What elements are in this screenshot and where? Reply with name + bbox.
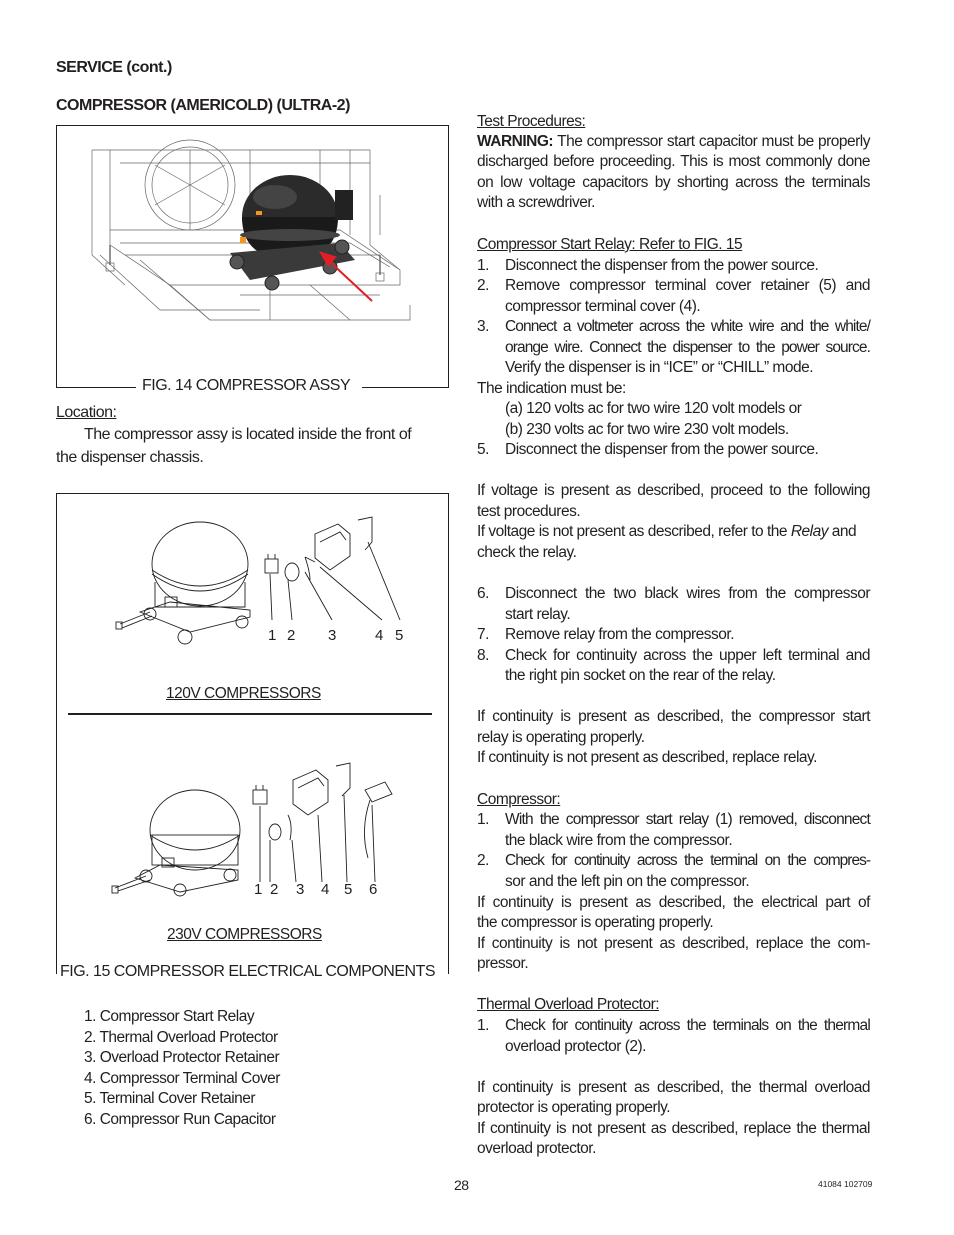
- fig15-caption: FIG. 15 COMPRESSOR ELECTRICAL COMPONENTS: [60, 962, 437, 983]
- parts-list-item-5: 5. Terminal Cover Retainer: [84, 1090, 256, 1107]
- fig15-120-num-5: 5: [395, 627, 404, 644]
- step-3-number: 3.: [477, 318, 489, 335]
- test-procedures-heading: Test Procedures:: [477, 113, 586, 130]
- indication-a: (a) 120 volts ac for two wire 120 volt models or: [505, 400, 802, 417]
- subsection-title: COMPRESSOR (AMERICOLD) (ULTRA-2): [56, 97, 350, 114]
- fig15-230-num-1: 1: [254, 881, 263, 898]
- fig15-label-120v: 120V COMPRESSORS: [166, 685, 321, 702]
- fig15-230-num-4: 4: [321, 881, 330, 898]
- step-1-number: 1.: [477, 257, 489, 274]
- step-6-text-2: start relay.: [505, 606, 571, 623]
- warning-text-1: The compressor start capacitor must be properly: [557, 133, 870, 150]
- warning-line-1: [477, 132, 870, 153]
- step-8-text-1: Check for continuity across the upper left terminal and: [505, 647, 870, 664]
- step-7-number: 7.: [477, 626, 489, 643]
- indication-text: The indication must be:: [477, 380, 626, 397]
- step-5-number: 5.: [477, 441, 489, 458]
- fig15-230-num-2: 2: [270, 881, 279, 898]
- voltage-not-present-text: If voltage is not present as described, refer to the: [477, 523, 788, 540]
- indication-b: (b) 230 volts ac for two wire 230 volt models.: [505, 421, 789, 438]
- compressor-replace-2: pressor.: [477, 955, 529, 972]
- compressor-replace-1: If continuity is not present as described, replace the com-: [477, 935, 870, 952]
- thermal-ok-1: If continuity is present as described, the thermal overload: [477, 1079, 870, 1096]
- relay-reference: Relay: [790, 523, 828, 540]
- step-3-text-2: orange wire. Connect the dispenser to the power source.: [505, 339, 870, 356]
- page-number: 28: [454, 1177, 469, 1193]
- relay-heading: Compressor Start Relay: Refer to FIG. 15: [477, 236, 743, 253]
- thermal-heading: Thermal Overload Protector:: [477, 996, 660, 1013]
- fig15-230-num-6: 6: [369, 881, 378, 898]
- warning-label: WARNING:: [477, 133, 554, 150]
- thermal-replace-2: overload protector.: [477, 1140, 596, 1157]
- step-3-text-3: Verify the dispenser is in “ICE” or “CHILL” mode.: [505, 359, 814, 376]
- parts-list-item-3: 3. Overload Protector Retainer: [84, 1049, 280, 1066]
- fig14-bottom-rule-left: [56, 387, 136, 388]
- step-5-text: Disconnect the dispenser from the power source.: [505, 441, 819, 458]
- step-7-text: Remove relay from the compressor.: [505, 626, 735, 643]
- thermal-replace-1: If continuity is not present as described, replace the thermal: [477, 1120, 870, 1137]
- location-heading: Location:: [56, 404, 117, 421]
- voltage-present-2: test procedures.: [477, 503, 581, 520]
- fig15-120v-illustration: [110, 512, 420, 657]
- comp-step-2-text-1: Check for continuity across the terminal on the compres-: [505, 852, 870, 869]
- fig15-230v-illustration: [110, 760, 420, 895]
- voltage-not-present-1: [477, 522, 856, 543]
- thermal-step-1-text-1: Check for continuity across the terminals on the thermal: [505, 1017, 870, 1034]
- fig15-230-num-5: 5: [344, 881, 353, 898]
- parts-list-item-4: 4. Compressor Terminal Cover: [84, 1070, 280, 1087]
- step-3-text-1: Connect a voltmeter across the white wire and the white/: [505, 318, 870, 335]
- fig15-120-num-4: 4: [375, 627, 384, 644]
- voltage-present-1: If voltage is present as described, proceed to the following: [477, 482, 870, 499]
- relay-ok-1: If continuity is present as described, the compressor start: [477, 708, 870, 725]
- comp-step-1-text-2: the black wire from the compressor.: [505, 832, 733, 849]
- fig15-120-num-2: 2: [287, 627, 296, 644]
- step-2-number: 2.: [477, 277, 489, 294]
- doc-code: 41084 102709: [818, 1179, 873, 1189]
- relay-replace: If continuity is not present as described, replace relay.: [477, 749, 817, 766]
- step-6-number: 6.: [477, 585, 489, 602]
- thermal-ok-2: protector is operating properly.: [477, 1099, 671, 1116]
- step-2-text-2: compressor terminal cover (4).: [505, 298, 701, 315]
- compressor-heading: Compressor:: [477, 791, 561, 808]
- step-2-text-1: Remove compressor terminal cover retainer (5) and: [505, 277, 870, 294]
- location-text-1: The compressor assy is located inside the front of: [84, 426, 412, 443]
- step-8-number: 8.: [477, 647, 489, 664]
- warning-line-3: on low voltage capacitors by shorting across the terminals: [477, 174, 870, 191]
- comp-step-2-text-2: sor and the left pin on the compressor.: [505, 873, 750, 890]
- parts-list-item-1: 1. Compressor Start Relay: [84, 1008, 255, 1025]
- voltage-not-present-and: and: [831, 523, 857, 540]
- parts-list-item-6: 6. Compressor Run Capacitor: [84, 1111, 276, 1128]
- warning-line-4: with a screwdriver.: [477, 194, 595, 211]
- step-6-text-1: Disconnect the two black wires from the compressor: [505, 585, 870, 602]
- location-text-2: the dispenser chassis.: [56, 449, 204, 466]
- step-8-text-2: the right pin socket on the rear of the relay.: [505, 667, 776, 684]
- fig15-230-num-3: 3: [296, 881, 305, 898]
- fig15-divider: [68, 713, 432, 715]
- compressor-ok-2: the compressor is operating properly.: [477, 914, 714, 931]
- thermal-step-1-number: 1.: [477, 1017, 489, 1034]
- fig15-120-num-3: 3: [328, 627, 337, 644]
- relay-ok-2: relay is operating properly.: [477, 729, 645, 746]
- fig14-bottom-rule-right: [362, 387, 449, 388]
- fig14-caption: FIG. 14 COMPRESSOR ASSY: [142, 377, 351, 394]
- comp-step-1-text-1: With the compressor start relay (1) removed, disconnect: [505, 811, 870, 828]
- fig15-120-num-1: 1: [268, 627, 277, 644]
- section-title: SERVICE (cont.): [56, 59, 172, 76]
- comp-step-2-number: 2.: [477, 852, 489, 869]
- warning-line-2: discharged before proceeding. This is most commonly done: [477, 153, 870, 170]
- fig15-label-230v: 230V COMPRESSORS: [167, 926, 322, 943]
- parts-list-item-2: 2. Thermal Overload Protector: [84, 1029, 278, 1046]
- fig14-compressor-illustration: [80, 135, 420, 340]
- step-1-text: Disconnect the dispenser from the power source.: [505, 257, 819, 274]
- compressor-ok-1: If continuity is present as described, the electrical part of: [477, 894, 870, 911]
- thermal-step-1-text-2: overload protector (2).: [505, 1038, 646, 1055]
- voltage-not-present-2: check the relay.: [477, 544, 577, 561]
- comp-step-1-number: 1.: [477, 811, 489, 828]
